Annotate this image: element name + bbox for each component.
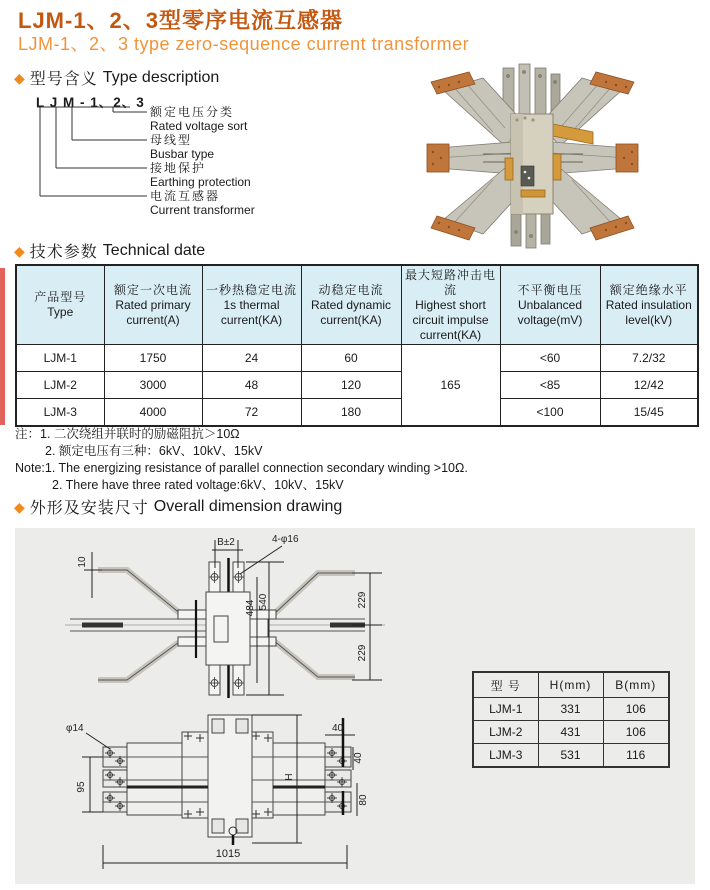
cell-impulse-current-merged: 165 [401, 345, 500, 427]
col-header-thermal-current: 一秒热稳定电流 1s thermal current(KA) [202, 265, 301, 345]
size-table-row [473, 721, 669, 744]
dim-1015-label: 1015 [215, 848, 241, 860]
dim-10-label: 10 [77, 556, 88, 568]
diamond-bullet-icon: ◆ [14, 498, 25, 515]
label-busbar-en: Busbar type [150, 147, 215, 161]
label-rated-voltage-zh: 额定电压分类 [150, 105, 235, 119]
cell-thermal-current: 48 [202, 372, 301, 399]
size-cell-h: 431 [538, 721, 603, 744]
dim-484-label: 484 [245, 599, 256, 617]
label-earthing-zh: 接地保护 [150, 161, 207, 175]
side-view-drawing [60, 703, 380, 881]
section-heading-type-description [14, 66, 219, 89]
size-cell-type: LJM-2 [473, 721, 538, 744]
size-cell-type: LJM-1 [473, 698, 538, 721]
col-header-unbalanced-voltage: 不平衡电压 Unbalanced voltage(mV) [500, 265, 600, 345]
section-heading-dimensions [14, 495, 342, 518]
size-table-row [473, 744, 669, 768]
size-cell-b: 106 [603, 698, 669, 721]
label-earthing-en: Earthing protection [150, 175, 251, 189]
type-code-labels [150, 105, 255, 217]
size-cell-b: 116 [603, 744, 669, 768]
page-title-en: LJM-1、2、3 type zero-sequence current transformer [18, 34, 470, 54]
note-zh-2: 2. 额定电压有三种：6kV、10kV、15kV [45, 444, 263, 458]
label-transformer-zh: 电流互感器 [150, 189, 221, 203]
product-photo [425, 62, 640, 250]
cell-type: LJM-3 [16, 399, 104, 427]
scan-edge-artifact [0, 268, 5, 425]
cell-dynamic-current: 120 [301, 372, 401, 399]
cell-type: LJM-1 [16, 345, 104, 372]
dim-h-label: H [284, 773, 295, 781]
page-title-zh: LJM-1、2、3型零序电流互感器 [18, 8, 344, 33]
col-header-type: 产品型号 Type [16, 265, 104, 345]
cell-insulation-level: 12/42 [600, 372, 698, 399]
label-busbar-zh: 母线型 [150, 133, 193, 147]
size-cell-h: 531 [538, 744, 603, 768]
cell-unbalanced-voltage: <85 [500, 372, 600, 399]
notes-block [15, 426, 468, 494]
label-transformer-en: Current transformer [150, 203, 255, 217]
label-rated-voltage-en: Rated voltage sort [150, 119, 248, 133]
size-col-h: H(mm) [538, 672, 603, 698]
col-header-insulation-level: 额定绝缘水平 Rated insulation level(kV) [600, 265, 698, 345]
size-table [472, 671, 670, 768]
cell-thermal-current: 72 [202, 399, 301, 427]
size-cell-h: 331 [538, 698, 603, 721]
dim-95-label: 95 [76, 781, 87, 793]
cell-primary-current: 4000 [104, 399, 202, 427]
note-en-2: 2. There have three rated voltage:6kV、10kV、15kV [52, 478, 344, 492]
type-code-connector-lines [35, 104, 150, 202]
table-row [16, 399, 698, 427]
size-col-type: 型 号 [473, 672, 538, 698]
dim-phi14-label: φ14 [66, 723, 84, 734]
size-table-row [473, 698, 669, 721]
size-col-b: B(mm) [603, 672, 669, 698]
dim-229-top-label: 229 [357, 591, 368, 609]
dim-40-top-label: 40 [332, 723, 344, 734]
table-header-row [16, 265, 698, 345]
col-header-impulse-current: 最大短路冲击电流 Highest short circuit impulse current(KA) [401, 265, 500, 345]
section-title-zh: 外形及安装尺寸 [29, 500, 149, 517]
dim-540-label: 540 [258, 593, 269, 611]
cell-dynamic-current: 180 [301, 399, 401, 427]
dim-229-bottom-label: 229 [357, 644, 368, 662]
size-cell-b: 106 [603, 721, 669, 744]
cell-primary-current: 3000 [104, 372, 202, 399]
cell-insulation-level: 15/45 [600, 399, 698, 427]
section-title-en: Type description [102, 68, 220, 86]
size-table-header-row [473, 672, 669, 698]
section-title-en: Overall dimension drawing [153, 497, 343, 515]
cell-insulation-level: 7.2/32 [600, 345, 698, 372]
cell-unbalanced-voltage: <100 [500, 399, 600, 427]
table-row [16, 372, 698, 399]
col-header-dynamic-current: 动稳定电流 Rated dynamic current(KA) [301, 265, 401, 345]
cell-unbalanced-voltage: <60 [500, 345, 600, 372]
section-title-en: Technical date [102, 241, 206, 259]
col-header-primary-current: 额定一次电流 Rated primary current(A) [104, 265, 202, 345]
cell-type: LJM-2 [16, 372, 104, 399]
section-heading-technical [14, 239, 205, 262]
cell-thermal-current: 24 [202, 345, 301, 372]
note-en-1: Note:1. The energizing resistance of parallel connection secondary winding >10Ω. [15, 461, 468, 475]
dim-4phi16-label: 4-φ16 [272, 534, 299, 545]
diamond-bullet-icon: ◆ [14, 242, 25, 259]
dim-40-side-label: 40 [353, 752, 364, 764]
technical-data-table [15, 264, 699, 427]
table-row [16, 345, 698, 372]
section-title-zh: 技术参数 [29, 244, 98, 261]
size-cell-type: LJM-3 [473, 744, 538, 768]
cell-dynamic-current: 60 [301, 345, 401, 372]
dim-80-label: 80 [358, 794, 369, 806]
type-code: L J M - 1、2、3 [36, 95, 145, 110]
diamond-bullet-icon: ◆ [14, 69, 25, 86]
section-title-zh: 型号含义 [29, 71, 98, 88]
cell-primary-current: 1750 [104, 345, 202, 372]
dim-b2-label: B±2 [217, 537, 235, 548]
note-zh-1: 注：1. 二次绕组并联时的励磁阻抗＞10Ω [15, 427, 240, 441]
front-view-drawing [60, 528, 390, 713]
